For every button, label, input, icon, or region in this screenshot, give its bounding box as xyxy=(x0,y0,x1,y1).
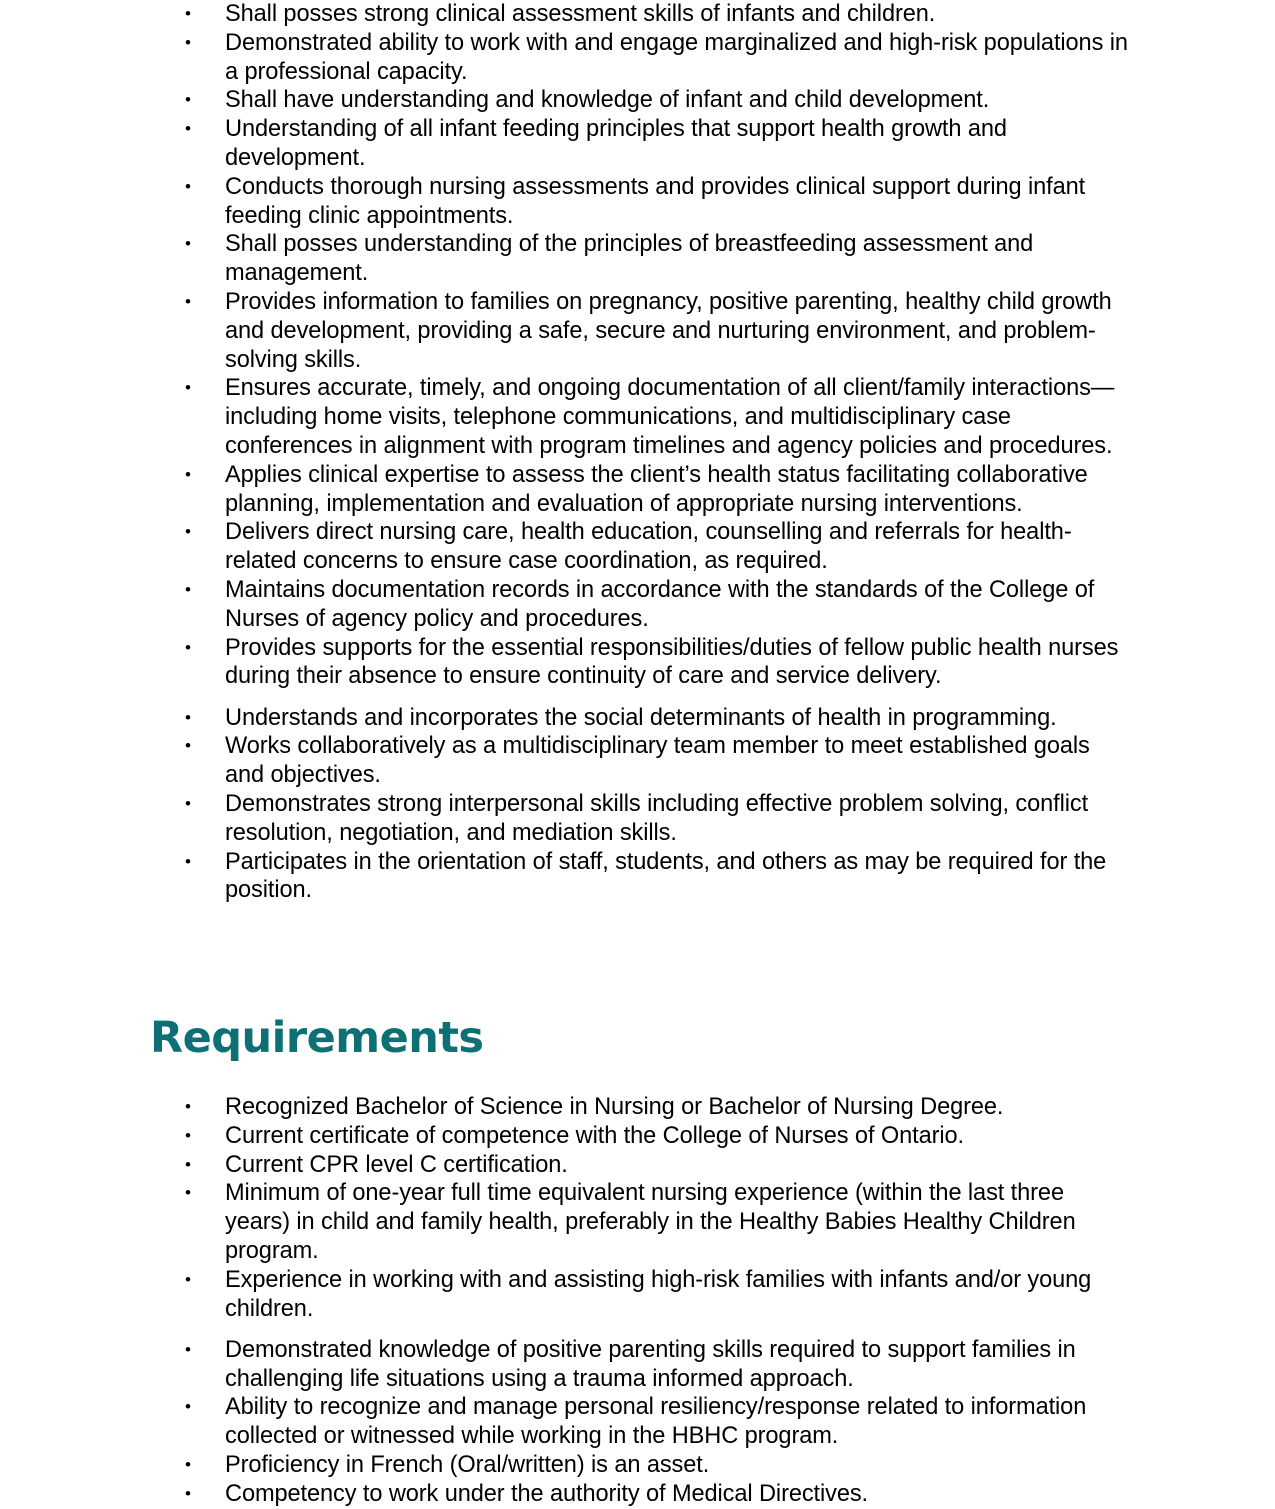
list-item xyxy=(0,790,1275,848)
list-item-text: Current CPR level C certification. xyxy=(225,1151,568,1178)
bullet-icon: • xyxy=(185,176,191,196)
bullet-icon: • xyxy=(185,579,191,599)
bullet-icon: • xyxy=(185,234,191,254)
bullet-icon: • xyxy=(185,1183,191,1203)
bullet-icon: • xyxy=(185,378,191,398)
list-item xyxy=(0,1151,1275,1180)
bullet-icon: • xyxy=(185,90,191,110)
list-item xyxy=(0,1266,1275,1324)
list-item xyxy=(0,1122,1275,1151)
list-item xyxy=(0,576,1275,634)
list-item-text: Delivers direct nursing care, health education, counselling and referrals for health-related concerns to ensure case coordination, as required. xyxy=(225,519,1072,575)
bullet-icon: • xyxy=(185,32,191,52)
list-item-text: Current certificate of competence with the College of Nurses of Ontario. xyxy=(225,1122,964,1149)
list-item-text: Participates in the orientation of staff, students, and others as may be required for the position. xyxy=(225,848,1107,904)
bullet-icon: • xyxy=(185,1097,191,1116)
requirements-heading: Requirements xyxy=(150,1013,484,1063)
list-item xyxy=(0,461,1275,519)
list-item-text: Demonstrates strong interpersonal skills including effective problem solving, conflict resolution, negotiation, and mediation skills. xyxy=(225,791,1089,846)
list-item xyxy=(0,29,1275,87)
bullet-icon: • xyxy=(185,4,191,23)
list-item-text: Maintains documentation records in accordance with the standards of the College of Nurses of agency policy and procedures. xyxy=(225,576,1095,632)
list-item-text: Demonstrated ability to work with and engage marginalized and high-risk populations in a professional capacity. xyxy=(225,29,1128,85)
list-item xyxy=(0,173,1275,231)
list-item xyxy=(0,1179,1275,1265)
bullet-icon: • xyxy=(185,851,191,871)
bullet-icon: • xyxy=(185,736,191,756)
bullet-icon: • xyxy=(185,464,191,484)
list-item-text: Shall posses strong clinical assessment skills of infants and children. xyxy=(225,1,936,27)
list-item xyxy=(0,1093,1275,1122)
bullet-icon: • xyxy=(185,1269,191,1289)
list-item-text: Recognized Bachelor of Science in Nursing or Bachelor of Nursing Degree. xyxy=(225,1094,1004,1120)
list-item xyxy=(0,1336,1275,1394)
list-item xyxy=(0,1451,1275,1480)
list-item xyxy=(0,288,1275,374)
bullet-icon: • xyxy=(185,522,191,542)
list-item xyxy=(0,518,1275,576)
bullet-icon: • xyxy=(185,1339,191,1359)
list-item xyxy=(0,374,1275,460)
bullet-icon: • xyxy=(185,1483,191,1503)
list-item-text: Experience in working with and assisting high-risk families with infants and/or young children. xyxy=(225,1266,1092,1322)
list-item xyxy=(0,732,1275,790)
bullet-icon: • xyxy=(185,707,191,727)
list-item-text: Understanding of all infant feeding principles that support health growth and development. xyxy=(225,116,1007,171)
bullet-icon: • xyxy=(185,637,191,657)
list-item-text: Ability to recognize and manage personal resiliency/response related to information collected or witnessed while working in the HBHC program. xyxy=(225,1394,1087,1450)
bullet-icon: • xyxy=(185,1154,191,1174)
list-item-text: Applies clinical expertise to assess the client’s health status facilitating collaborative planning, implementation and evaluation of appropriate nursing interventions. xyxy=(225,461,1088,517)
bullet-icon: • xyxy=(185,1397,191,1417)
list-item xyxy=(0,0,1275,29)
bullet-icon: • xyxy=(185,794,191,814)
list-item xyxy=(0,704,1275,733)
list-item xyxy=(0,848,1275,906)
requirements-list xyxy=(0,1093,1275,1509)
list-item xyxy=(0,1393,1275,1451)
list-item xyxy=(0,86,1275,115)
list-item-text: Conducts thorough nursing assessments and provides clinical support during infant feeding clinic appointments. xyxy=(225,173,1086,229)
bullet-icon: • xyxy=(185,119,191,139)
list-item-text: Minimum of one-year full time equivalent nursing experience (within the last three years) in child and family health, preferably in the Healthy Babies Healthy Children program. xyxy=(225,1180,1076,1264)
list-item-text: Shall have understanding and knowledge of infant and child development. xyxy=(225,87,990,114)
list-item-text: Proficiency in French (Oral/written) is an asset. xyxy=(225,1452,710,1479)
bullet-icon: • xyxy=(185,1455,191,1475)
list-item-text: Ensures accurate, timely, and ongoing documentation of all client/family interactions—including home visits, telephone communications, and multidisciplinary case conferences in alignment with program timelines and agency policies and procedures. xyxy=(225,375,1115,459)
list-item xyxy=(0,230,1275,288)
list-item-text: Shall posses understanding of the principles of breastfeeding assessment and management. xyxy=(225,231,1034,287)
list-item-text: Understands and incorporates the social determinants of health in programming. xyxy=(225,704,1057,731)
bullet-icon: • xyxy=(185,291,191,311)
list-item-text: Provides supports for the essential responsibilities/duties of fellow public health nurses during their absence to ensure continuity of care and service delivery. xyxy=(225,634,1119,690)
list-item-text: Provides information to families on pregnancy, positive parenting, healthy child growth and development, providing a safe, secure and nurturing environment, and problem-solving skills. xyxy=(225,288,1112,373)
list-item xyxy=(0,115,1275,173)
list-item xyxy=(0,1480,1275,1509)
list-item-text: Works collaboratively as a multidisciplinary team member to meet established goals and objectives. xyxy=(225,733,1090,789)
list-item-text: Demonstrated knowledge of positive parenting skills required to support families in challenging life situations using a trauma informed approach. xyxy=(225,1336,1076,1392)
bullet-icon: • xyxy=(185,1125,191,1145)
list-item xyxy=(0,634,1275,692)
list-item-text: Competency to work under the authority of Medical Directives. xyxy=(225,1480,869,1507)
